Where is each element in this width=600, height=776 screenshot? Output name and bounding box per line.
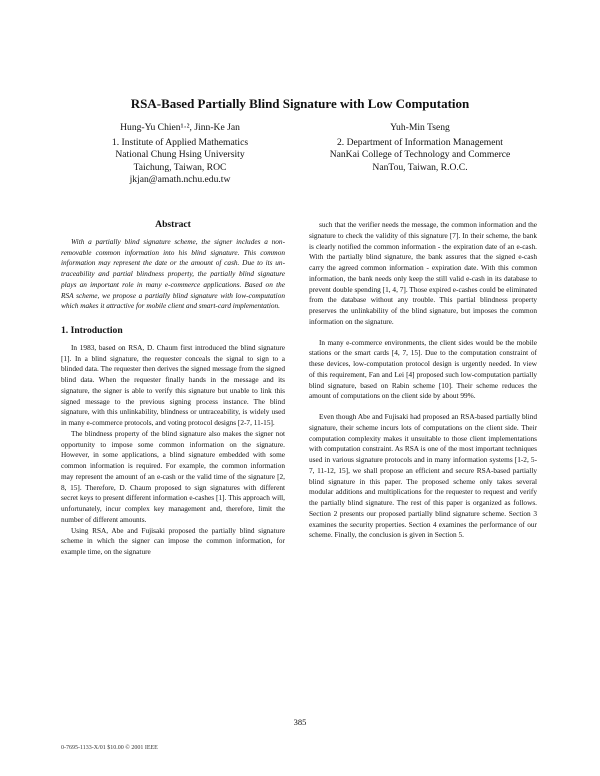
paragraph-gap	[309, 328, 537, 338]
author-block-left	[60, 122, 300, 187]
intro-paragraph-2: The blindness property of the blind signature also makes the signer not opportunity to impose some common information on the signature. However, in some applications, a blind signature embedded with some common information is required. For example, the common information may represent the amount of an e-cash or the valid time of the signature [2, 8, 15]. Therefore, D. Chaum proposed to sign signatures with different secret keys to present different information e-cashes [1]. This approach will, unfortunately, incur complex key management and, therefore, limit the number of different amounts.	[61, 428, 285, 524]
abstract-text: With a partially blind signature scheme, the signer includes a non-removable common information into his blind signature. This common information may represent the date or the amount of cash. Due to its un-traceability and partial blindness property, the partially blind signature plays an important role in many e-commerce applications. Based on the RSA scheme, we propose a partially blind signature with low-computation which makes it attractive for mobile client and smart-card implementation.	[61, 236, 285, 311]
affiliation-left-line2: National Chung Hsing University	[115, 149, 245, 161]
paragraph-gap	[309, 402, 537, 412]
intro-paragraph-5: In many e-commerce environments, the client sides would be the mobile stations or the smart cards [4, 7, 15]. Due to the computation constraint of these devices, low-computation protocol design is urgently needed. In view of this requirement, Fan and Lei [4] proposed such low-computation partially blind signature, based on Rabin scheme [10]. Their scheme reduces the amount of computations on the client side by about 99%.	[309, 337, 537, 401]
intro-paragraph-3: Using RSA, Abe and Fujisaki proposed the partially blind signature scheme in which the signer can impose the common information, for example time, on the signature	[61, 525, 285, 556]
copyright-footer: 0-7695-1133-X/01 $10.00 © 2001 IEEE	[61, 745, 158, 751]
author-block-right	[300, 122, 540, 174]
location-right: NanTou, Taiwan, R.O.C.	[372, 161, 468, 173]
intro-paragraph-6: Even though Abe and Fujisaki had proposed an RSA-based partially blind signature, their scheme incurs lots of computations on the client side. Their computation complexity makes it unsuitable to those client implementations with computation constraint. As RSA is one of the most important techniques used in various signature protocols and in many information systems [1-2, 5-7, 11-12, 15], we shall propose an efficient and secure RSA-based partially blind signature in this paper. The proposed scheme only takes several modular additions and multiplications for the requester to request and verify the partially blind signature. The rest of this paper is organized as follows. Section 2 presents our proposed partially blind signature scheme. Section 3 examines the security properties. Section 4 examines the performance of our scheme. Finally, the conclusion is given in Section 5.	[309, 412, 537, 540]
page-number: 385	[293, 717, 307, 727]
affiliation-right-line2: NanKai College of Technology and Commerce	[329, 149, 511, 161]
affiliation-left-line1: 1. Institute of Applied Mathematics	[111, 136, 249, 148]
location-left: Taichung, Taiwan, ROC	[133, 161, 227, 173]
intro-paragraph-1: In 1983, based on RSA, D. Chaum first introduced the blind signature [1]. In a blind signature, the requester conceals the signal to sign to a blinded data. The requester then derives the signed message from the signed blind data. When the requester finally hands in the message and its signature, the signer is able to verify this signature but unable to link this signed message to the previous signing process instance. The blind signature, with this unlinkability, blindness or untraceability, is widely used in many e-commerce protocols, and voting protocol designs [2-7, 11-15].	[61, 342, 285, 427]
author-names-left: Hung-Yu Chien¹·², Jinn-Ke Jan	[120, 122, 240, 133]
abstract-heading: Abstract	[155, 219, 191, 230]
author-email: jkjan@amath.nchu.edu.tw	[129, 174, 231, 186]
right-column	[309, 220, 537, 541]
author-names-right: Yuh-Min Tseng	[390, 122, 450, 133]
abstract	[61, 237, 285, 312]
paper-title: RSA-Based Partially Blind Signature with Low Computation	[130, 96, 470, 111]
introduction-heading: 1. Introduction	[61, 325, 123, 336]
left-column	[61, 220, 285, 558]
intro-paragraph-4: such that the verifier needs the message, the common information and the signature to check the validity of this signature [7]. In their scheme, the bank is clearly notified the common information - the expiration date of an e-cash. With the partially blind signature, the bank assures that the signed e-cash carry the agreed common information - expiration date. With this common information, the bank needs only keep the still valid e-cash in its database to prevent double spending [1, 4, 7]. Those expired e-cashes could be eliminated from the database without any trouble. This partial blindness property preserves the unlinkability of the blind signature, but imposes the common information on the signature.	[309, 220, 537, 326]
affiliation-right-line1: 2. Department of Information Management	[337, 136, 503, 148]
